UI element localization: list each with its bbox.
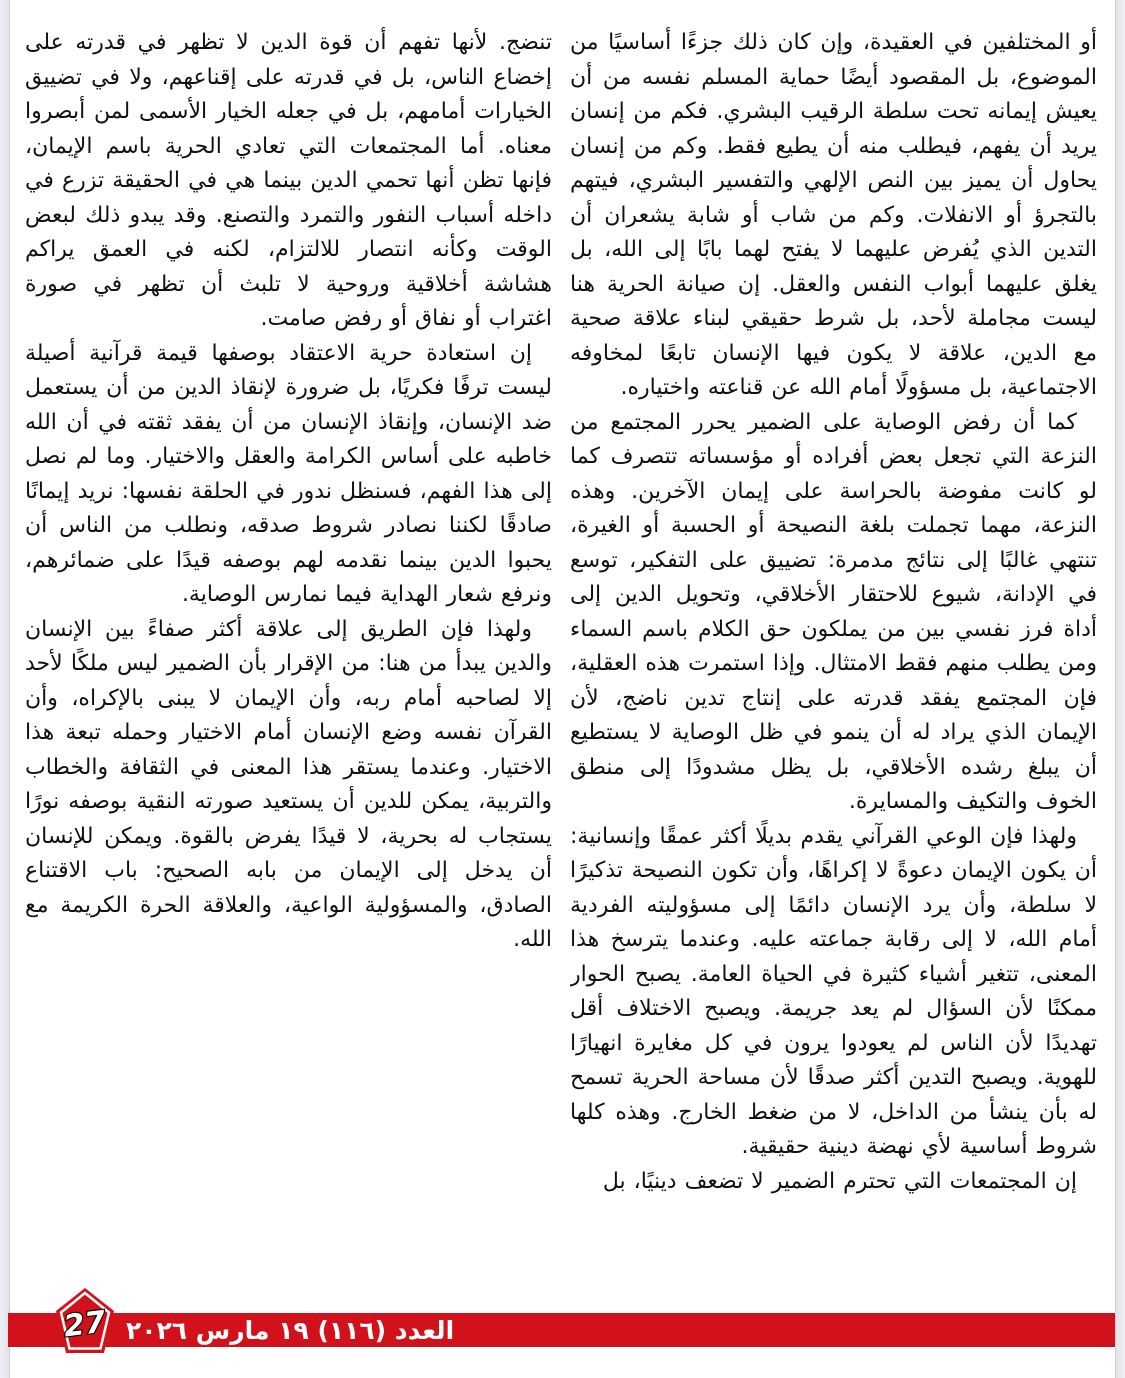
paragraph: تنضج. لأنها تفهم أن قوة الدين لا تظهر في قدرته على إخضاع الناس، بل في قدرته على إقناعهم، ولا في تضييق الخيارات أمامهم، بل في جعله الخيار الأسمى لمن أبصروا معناه. أما المجتمعات التي تعادي الحرية باسم الإيمان، فإنها تظن أنها تحمي الدين بينما هي في الحقيقة تزرع في داخله أسباب النفور والتمرد والتصنع. وقد يبدو ذلك لبعض الوقت وكأنه انتصار للالتزام، لكنه في العمق يراكم هشاشة أخلاقية وروحية لا تلبث أن تظهر في صورة اغتراب أو نفاق أو رفض صامت. [25,30,552,331]
paragraph: كما أن رفض الوصاية على الضمير يحرر المجتمع من النزعة التي تجعل بعض أفراده أو مؤسساته تتصرف كما لو كانت مفوضة بالحراسة على إيمان الآخرين. وهذه النزعة، مهما تجملت بلغة النصيحة أو الحسبة أو الغيرة، تنتهي غالبًا إلى نتائج مدمرة: تضييق على التفكير، توسع في الإدانة، شيوع للاحتقار الأخلاقي، وتحويل الدين إلى أداة فرز نفسي بين من يملكون حق الكلام باسم السماء ومن يطلب منهم فقط الامتثال. وإذا استمرت هذه العقلية، فإن المجتمع يفقد قدرته على إنتاج تدين ناضج، لأن الإيمان الذي يراد له أن ينمو في ظل الوصاية لا يستطيع أن يبلغ رشده الأخلاقي، بل يظل مشدودًا إلى منطق الخوف والتكيف والمسايرة. [570,409,1097,814]
paragraph: إن استعادة حرية الاعتقاد بوصفها قيمة قرآنية أصيلة ليست ترفًا فكريًا، بل ضرورة لإنقاذ الدين من أن يستعمل ضد الإنسان، وإنقاذ الإنسان من أن يفقد ثقته في أن الله خاطبه على أساس الكرامة والعقل والاختيار. وما لم نصل إلى هذا الفهم، فسنظل ندور في الحلقة نفسها: نريد إيمانًا صادقًا لكننا نصادر شروط صدقه، ونطلب من الناس أن يحبوا الدين بينما نقدمه لهم بوصفه قيدًا على ضمائرهم، ونرفع شعار الهداية فيما نمارس الوصاية. [25,340,552,607]
paragraph: ولهذا فإن الوعي القرآني يقدم بديلًا أكثر عمقًا وإنسانية: أن يكون الإيمان دعوةً لا إكراهًا، وأن تكون النصيحة تذكيرًا لا سلطة، وأن يرد الإنسان دائمًا إلى مسؤوليته الفردية أمام الله، لا إلى رقابة جماعته عليه. وعندما يترسخ هذا المعنى، تتغير أشياء كثيرة في الحياة العامة. يصبح الحوار ممكنًا لأن السؤال لم يعد جريمة. ويصبح الاختلاف أقل تهديدًا لأن الناس لم يعودوا يرون في كل مغايرة انهيارًا للهوية. ويصبح التدين أكثر صدقًا لأن مساحة الحرية تسمح له بأن ينشأ من الداخل، لا من ضغط الخارج. وهذه كلها شروط أساسية لأي نهضة دينية حقيقية. [570,823,1097,1159]
page-number: 27 [61,1304,108,1345]
article-body [25,26,1097,1276]
column-left [25,26,552,1276]
page-edge-left [0,0,10,1378]
paragraph: أو المختلفين في العقيدة، وإن كان ذلك جزءًا أساسيًا من الموضوع، بل المقصود أيضًا حماية المسلم نفسه من أن يعيش إيمانه تحت سلطة الرقيب البشري. فكم من إنسان يريد أن يفهم، فيطلب منه أن يطيع فقط. وكم من إنسان يحاول أن يميز بين النص الإلهي والتفسير البشري، فيتهم بالتجرؤ أو الانفلات. وكم من شاب أو شابة يشعران أن التدين الذي يُفرض عليهما لا يفتح لهما بابًا إلى الله، بل يغلق عليهما أبواب النفس والعقل. إن صيانة الحرية هنا ليست مجاملة لأحد، بل شرط حقيقي لبناء علاقة صحية مع الدين، علاقة لا يكون فيها الإنسان تابعًا لمخاوفه الاجتماعية، بل مسؤولًا أمام الله عن قناعته واختياره. [570,30,1097,400]
column-right [570,26,1097,1276]
issue-date-text: العدد (١١٦) ١٩ مارس ٢٠٢٦ [126,1315,455,1345]
paragraph: إن المجتمعات التي تحترم الضمير لا تضعف دينيًا، بل [602,1168,1077,1194]
page-number-badge [54,1287,116,1355]
paragraph: ولهذا فإن الطريق إلى علاقة أكثر صفاءً بين الإنسان والدين يبدأ من هنا: من الإقرار بأن الضمير ليس ملكًا لأحد إلا لصاحبه أمام ربه، وأن الإيمان لا يبنى بالإكراه، وأن القرآن نفسه وضع الإنسان أمام الاختيار وحمله تبعة هذا الاختيار. وعندما يستقر هذا المعنى في الثقافة والخطاب والتربية، يمكن للدين أن يستعيد صورته النقية بوصفه نورًا يستجاب له بحرية، لا قيدًا يفرض بالقوة. ويمكن للإنسان أن يدخل إلى الإيمان من بابه الصحيح: باب الاقتناع الصادق، والمسؤولية الواعية، والعلاقة الحرة الكريمة مع الله. [25,616,552,952]
page-edge-right [1115,0,1125,1378]
issue-footer-bar [8,1304,1115,1347]
